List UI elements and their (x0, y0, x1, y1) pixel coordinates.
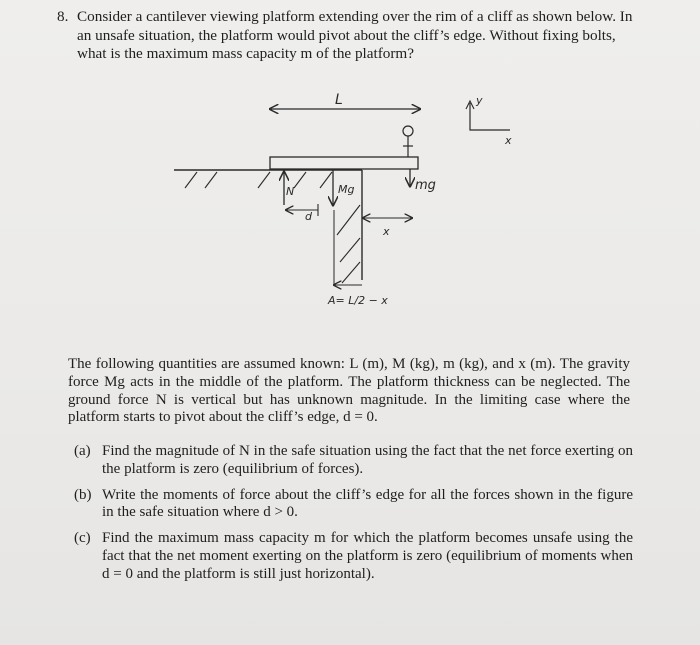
part-c-label: (c) (74, 530, 91, 547)
ground-surface (174, 170, 362, 188)
d-dimension (286, 204, 318, 223)
question-parts (74, 443, 633, 592)
length-dimension (270, 92, 420, 109)
part-a (74, 443, 633, 479)
weight-force-arrow (333, 169, 354, 205)
platform-plank (270, 157, 418, 169)
x-label: x (383, 225, 390, 238)
normal-force-arrow (284, 172, 294, 205)
part-b (74, 486, 633, 523)
load-label: mg (415, 178, 436, 193)
weight-label: Mg (338, 183, 355, 196)
d-label: d (305, 210, 312, 223)
load-mass-icon (403, 126, 413, 136)
axis-x-label: x (505, 134, 512, 147)
problem-description: The following quantities are assumed known: L (m), M (kg), m (kg), and x (m). The gravity force Mg acts in the middle of the platform. The platform thickness can be neglected. The ground force N is vertical but has unknown magnitude. In the limiting case where the platform starts to pivot about the cliff’s edge, d = 0. (68, 356, 630, 426)
axis-y-label: y (476, 94, 483, 107)
part-c-text: Find the maximum mass capacity m for which the platform becomes unsafe using the fact that the net moment exerting on the platform is zero (equilibrium of moments when d = 0 and the platform is still just horizontal). (102, 530, 633, 582)
length-label: L (335, 92, 343, 108)
part-c (74, 530, 633, 583)
x-dimension (363, 218, 412, 238)
part-a-text: Find the magnitude of N in the safe situation using the fact that the net force exerting on the platform is zero (equilibrium of forces). (102, 443, 633, 477)
question-body: Consider a cantilever viewing platform extending over the rim of a cliff as shown below. In an unsafe situation, the platform would pivot about the cliff’s edge. Without fixing bolts, what is the maximum mass capacity m of the platform? (77, 8, 633, 62)
load-mass (403, 126, 436, 193)
part-a-label: (a) (74, 443, 91, 459)
offset-label: A= L/2 − x (328, 294, 388, 307)
part-b-text: Write the moments of force about the cliff’s edge for all the forces shown in the figure in the safe situation where d > 0. (102, 486, 633, 521)
coordinate-axes (466, 94, 512, 147)
offset-dimension (327, 210, 388, 307)
part-b-label: (b) (74, 486, 92, 503)
normal-label: N (286, 185, 295, 198)
question-number: 8. (57, 8, 69, 25)
